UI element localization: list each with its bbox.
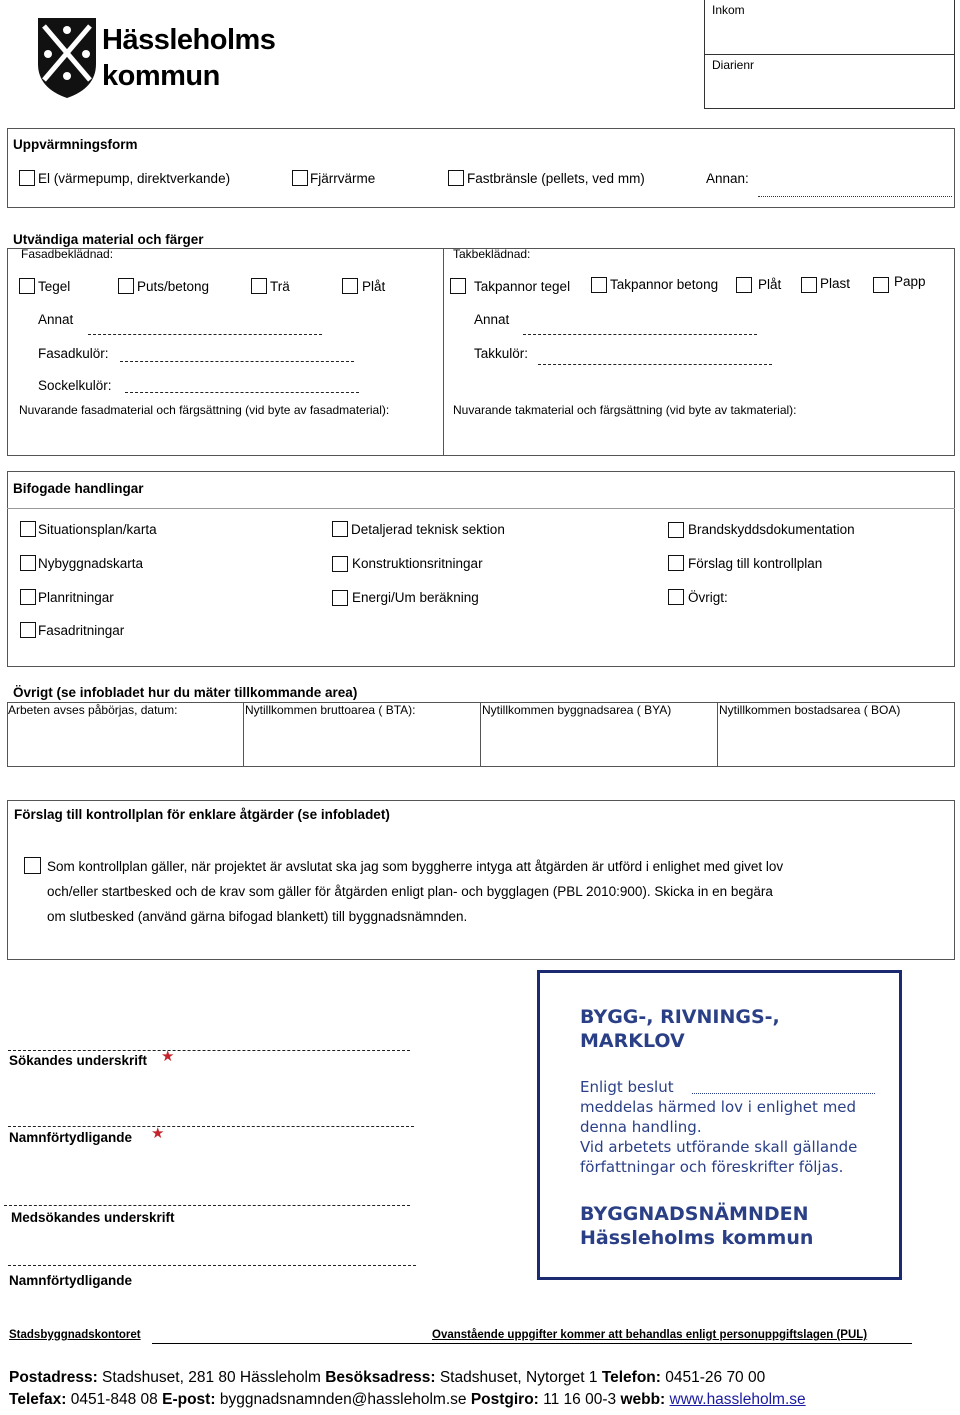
facade-other-label: Annat xyxy=(38,312,74,327)
applicant-signature-label: Sökandes underskrift xyxy=(9,1053,148,1068)
attach-brandskydd: Brandskyddsdokumentation xyxy=(688,522,855,537)
roof-current-label: Nuvarande takmaterial och färgsättning (vid byte av takmaterial): xyxy=(453,403,797,417)
diarienr-label: Diarienr xyxy=(712,58,755,72)
name1-label: Namnförtydligande xyxy=(9,1130,133,1145)
other-col-bta: Nytillkommen bruttoarea ( BTA): xyxy=(245,703,416,717)
control-plan-line2: och/eller startbesked och de krav som gäller för åtgärden enligt plan- och bygglagen (PBL 2010:900). Skicka in en begära xyxy=(47,884,773,899)
footer-visit: Stadshuset, Nytorget 1 xyxy=(439,1369,598,1386)
heating-checkbox-district[interactable] xyxy=(292,170,308,186)
roof-option-papp: Papp xyxy=(894,274,926,289)
co-applicant-signature-field[interactable] xyxy=(4,1205,410,1206)
attach-planritningar: Planritningar xyxy=(38,590,114,605)
facade-current-label: Nuvarande fasadmaterial och färgsättning (vid byte av fasadmaterial): xyxy=(19,403,390,417)
notice-title-line1: BYGG-, RIVNINGS-, xyxy=(580,1006,780,1028)
heating-other-label: Annan: xyxy=(706,171,749,186)
notice-title-line2: MARKLOV xyxy=(580,1030,685,1052)
other-title: Övrigt (se infobladet hur du mäter tillkommande area) xyxy=(13,685,358,700)
other-col-date: Arbeten avses påbörjas, datum: xyxy=(8,703,178,717)
heating-option-district: Fjärrvärme xyxy=(310,171,376,186)
attach-energi: Energi/Um beräkning xyxy=(352,590,479,605)
facade-option-plat: Plåt xyxy=(362,279,386,294)
footer-giro: 11 16 00-3 xyxy=(543,1391,617,1408)
coat-of-arms-icon xyxy=(36,16,98,100)
logo-line2: kommun xyxy=(102,60,220,92)
notice-decision-label: Enligt beslut xyxy=(580,1078,674,1096)
footer-postal-label: Postadress: xyxy=(9,1369,98,1386)
heating-checkbox-el[interactable] xyxy=(19,170,35,186)
municipality-logo xyxy=(36,16,276,100)
footer-phone: 0451-26 70 00 xyxy=(665,1369,766,1386)
control-plan-line1: Som kontrollplan gäller, när projektet är avslutat ska jag som byggherre intyga att åtgärden är utförd i enlighet med givet lov xyxy=(47,859,784,874)
facade-other-field[interactable] xyxy=(88,334,322,335)
required-star-icon: ★ xyxy=(161,1048,175,1065)
attach-checkbox-situationsplan[interactable] xyxy=(20,521,36,537)
notice-signature-line1: BYGGNADSNÄMNDEN xyxy=(580,1203,809,1225)
control-plan-section xyxy=(7,800,955,960)
attach-sektion: Detaljerad teknisk sektion xyxy=(351,522,505,537)
roof-checkbox-papp[interactable] xyxy=(873,277,889,293)
attach-konstruktion: Konstruktionsritningar xyxy=(352,556,483,571)
notice-line4: författningar och föreskrifter följas. xyxy=(580,1158,844,1176)
control-plan-line3: om slutbesked (använd gärna bifogad blankett) till byggnadsnämnden. xyxy=(47,909,468,924)
notice-signature-line2: Hässleholms kommun xyxy=(580,1227,814,1249)
facade-checkbox-tegel[interactable] xyxy=(19,278,35,294)
attach-checkbox-sektion[interactable] xyxy=(332,521,348,537)
heating-option-el: El (värmepump, direktverkande) xyxy=(38,171,231,186)
control-plan-checkbox[interactable] xyxy=(24,857,41,874)
applicant-signature-field[interactable] xyxy=(8,1050,410,1051)
roof-other-field[interactable] xyxy=(523,334,757,335)
roof-checkbox-plast[interactable] xyxy=(801,277,817,293)
other-field-date[interactable] xyxy=(8,720,242,765)
heating-title: Uppvärmningsform xyxy=(13,137,138,152)
base-color-label: Sockelkulör: xyxy=(38,378,112,393)
footer-postal: Stadshuset, 281 80 Hässleholm xyxy=(102,1369,321,1386)
other-field-bta[interactable] xyxy=(245,720,479,765)
name2-field[interactable] xyxy=(8,1265,416,1266)
inkom-label: Inkom xyxy=(712,3,745,17)
footer-email-label: E-post: xyxy=(162,1391,216,1408)
attach-checkbox-kontrollplan[interactable] xyxy=(668,555,684,571)
facade-color-label: Fasadkulör: xyxy=(38,346,109,361)
roof-color-label: Takkulör: xyxy=(474,346,529,361)
attach-checkbox-brandskydd[interactable] xyxy=(668,522,684,538)
other-field-boa[interactable] xyxy=(719,720,953,765)
required-star-icon: ★ xyxy=(151,1125,165,1142)
roof-option-tegel: Takpannor tegel xyxy=(474,279,571,294)
notice-line1: meddelas härmed lov i enlighet med xyxy=(580,1098,857,1116)
heating-other-field[interactable] xyxy=(758,196,952,197)
footer-web-label: webb: xyxy=(620,1391,666,1408)
co-applicant-signature-label: Medsökandes underskrift xyxy=(11,1210,175,1225)
attach-checkbox-fasadritningar[interactable] xyxy=(20,622,36,638)
office-use-box xyxy=(704,0,955,109)
footer-line2 xyxy=(9,1391,806,1409)
facade-checkbox-puts[interactable] xyxy=(118,278,134,294)
roof-option-plat: Plåt xyxy=(758,277,782,292)
notice-decision-field[interactable] xyxy=(692,1093,875,1094)
roof-checkbox-tegel[interactable] xyxy=(450,278,466,294)
name1-field[interactable] xyxy=(8,1126,414,1127)
control-plan-title: Förslag till kontrollplan för enklare åtgärder (se infobladet) xyxy=(14,807,390,822)
attach-situationsplan: Situationsplan/karta xyxy=(38,522,157,537)
heating-option-solidfuel: Fastbränsle (pellets, ved mm) xyxy=(467,171,645,186)
attach-checkbox-konstruktion[interactable] xyxy=(332,556,348,572)
facade-label: Fasadbeklädnad: xyxy=(21,247,114,261)
footer-visit-label: Besöksadress: xyxy=(325,1369,436,1386)
facade-option-puts: Puts/betong xyxy=(137,279,210,294)
facade-color-field[interactable] xyxy=(120,361,354,362)
other-col-bya: Nytillkommen byggnadsarea ( BYA) xyxy=(482,703,672,717)
facade-option-tra: Trä xyxy=(270,279,290,294)
name2-label: Namnförtydligande xyxy=(9,1273,133,1288)
footer-fax-label: Telefax: xyxy=(9,1391,67,1408)
roof-other-label: Annat xyxy=(474,312,510,327)
attach-nybyggnadskarta: Nybyggnadskarta xyxy=(38,556,144,571)
attach-checkbox-ovrigt[interactable] xyxy=(668,589,684,605)
footer-giro-label: Postgiro: xyxy=(470,1391,539,1408)
attach-kontrollplan: Förslag till kontrollplan xyxy=(688,556,823,571)
footer-office: Stadsbyggnadskontoret xyxy=(9,1329,141,1341)
attach-checkbox-nybyggnadskarta[interactable] xyxy=(20,555,36,571)
footer-phone-label: Telefon: xyxy=(601,1369,661,1386)
footer-email: byggnadsnamnden@hassleholm.se xyxy=(219,1391,467,1408)
roof-color-field[interactable] xyxy=(538,364,772,365)
base-color-field[interactable] xyxy=(125,392,359,393)
footer-web-link[interactable]: www.hassleholm.se xyxy=(669,1391,806,1408)
footer-fax: 0451-848 08 xyxy=(70,1391,158,1408)
materials-title: Utvändiga material och färger xyxy=(13,232,204,247)
logo-line1: Hässleholms xyxy=(102,24,276,56)
notice-line2: denna handling. xyxy=(580,1118,702,1136)
heating-checkbox-solidfuel[interactable] xyxy=(448,170,464,186)
facade-checkbox-tra[interactable] xyxy=(251,278,267,294)
attach-checkbox-planritningar[interactable] xyxy=(20,589,36,605)
roof-label: Takbeklädnad: xyxy=(453,247,531,261)
attachments-title: Bifogade handlingar xyxy=(13,481,144,496)
attach-fasadritningar: Fasadritningar xyxy=(38,623,125,638)
facade-checkbox-plat[interactable] xyxy=(342,278,358,294)
roof-checkbox-betong[interactable] xyxy=(591,277,607,293)
other-field-bya[interactable] xyxy=(482,720,716,765)
attach-ovrigt: Övrigt: xyxy=(688,590,728,605)
other-col-boa: Nytillkommen bostadsarea ( BOA) xyxy=(719,703,901,717)
facade-option-tegel: Tegel xyxy=(38,279,71,294)
roof-checkbox-plat[interactable] xyxy=(736,277,752,293)
notice-line3: Vid arbetets utförande skall gällande xyxy=(580,1138,858,1156)
footer-line1 xyxy=(9,1369,765,1387)
roof-option-betong: Takpannor betong xyxy=(610,277,719,292)
roof-option-plast: Plast xyxy=(820,276,851,291)
footer-gdpr: Ovanstående uppgifter kommer att behandlas enligt personuppgiftslagen (PUL) xyxy=(432,1329,868,1341)
attach-checkbox-energi[interactable] xyxy=(332,590,348,606)
